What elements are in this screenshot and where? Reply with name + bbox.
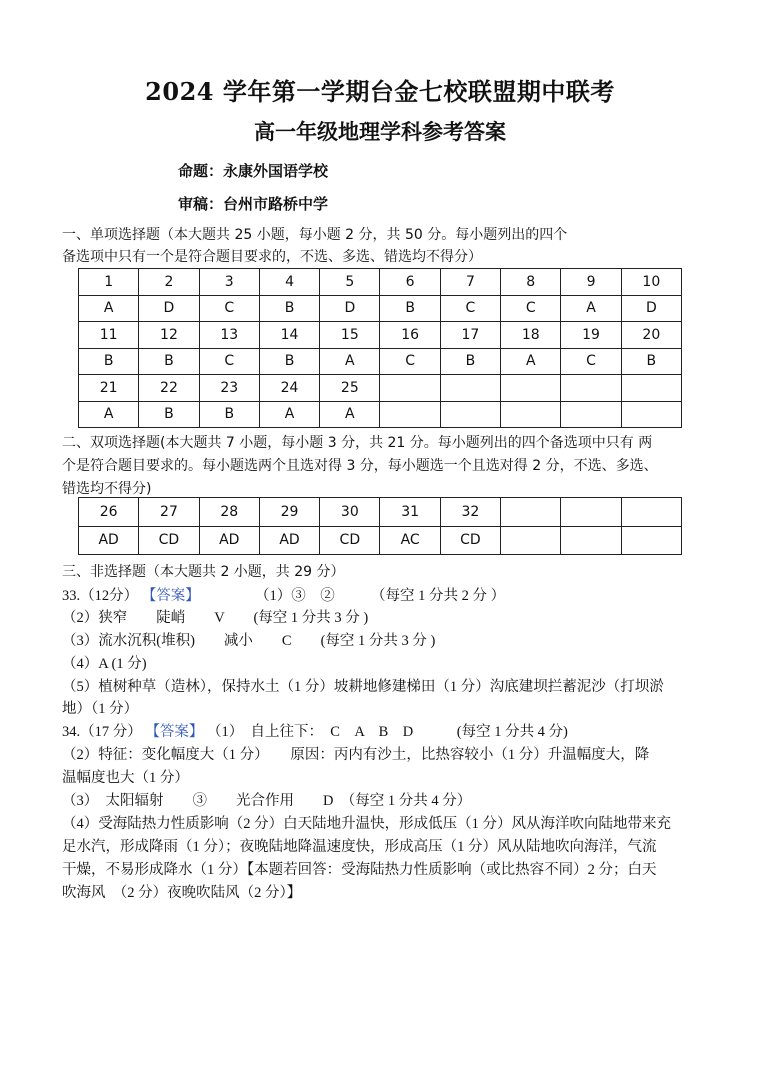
single-choice-question-number-cell: 10 [621,269,681,296]
double-choice-answer-cell: AD [259,526,319,555]
q33-answer-5-line1: （5）植树种草（造林），保持水土（1 分）坡耕地修建梯田（1 分）沟底建坝拦蓄泥沙（打坝淤 [62,679,664,695]
single-choice-question-number-cell: 25 [320,375,380,402]
single-choice-question-number-cell: 17 [440,322,500,349]
single-choice-answer-cell: A [561,295,621,322]
double-choice-answer-cell: CD [440,526,500,555]
double-choice-question-number-cell: 28 [199,498,259,527]
double-choice-question-number-cell: 27 [139,498,199,527]
double-choice-answer-table [78,497,682,555]
single-choice-question-number-cell: 18 [501,322,561,349]
q34-answer-4-line4: 吹海风 （2 分）夜晚吹陆风（2 分）】 [62,885,302,901]
reviewer-line: 审稿：台州市路桥中学 [178,195,329,213]
q34-answer-2-line1: （2）特征：变化幅度大（1 分） 原因：丙内有沙土，比热容较小（1 分）升温幅度大，降 [62,747,650,763]
q34-prefix: 34.（17 分） [62,724,142,740]
single-choice-answer-cell: C [501,295,561,322]
single-choice-answer-cell: D [320,295,380,322]
single-choice-row [79,269,682,296]
single-choice-question-number-cell: 11 [79,322,139,349]
single-choice-answer-cell: A [320,348,380,375]
double-choice-row [79,526,682,555]
single-choice-answer-cell [501,401,561,428]
double-choice-question-number-cell: 31 [380,498,440,527]
q34-answer-4-line1: （4）受海陆热力性质影响（2 分）白天陆地升温快，形成低压（1 分）风从海洋吹向陆地带来充 [62,816,671,832]
q34-header [62,720,702,741]
double-choice-question-number-cell [501,498,561,527]
single-choice-row [79,348,682,375]
double-choice-answer-cell: AD [79,526,139,555]
q34-answer-4-line2: 足水汽，形成降雨（1 分）；夜晚陆地降温速度快，形成高压（1 分）风从陆地吹向海洋，气流 [62,839,657,855]
q34-answer-tag: 【答案】 [145,724,204,740]
single-choice-answer-cell [440,401,500,428]
section3-heading: 三、非选择题（本大题共 2 小题，共 29 分） [62,564,345,580]
single-choice-question-number-cell [621,375,681,402]
single-choice-row [79,401,682,428]
section1-heading-line2: 备选项中只有一个是符合题目要求的，不选、多选、错选均不得分） [62,249,482,265]
single-choice-answer-cell: B [259,348,319,375]
section1-heading-line1: 一、单项选择题（本大题共 25 小题，每小题 2 分，共 50 分。每小题列出的四个 [62,227,568,243]
q34-answer-4-line3: 干燥，不易形成降水（1 分）【本题若回答：受海陆热力性质影响（或比热容不同）2 分；白天 [62,862,657,878]
single-choice-answer-cell: B [621,348,681,375]
q34-answer-2-line2: 温幅度也大（1 分） [62,770,189,786]
single-choice-question-number-cell: 19 [561,322,621,349]
single-choice-answer-cell: A [259,401,319,428]
single-choice-question-number-cell: 21 [79,375,139,402]
single-choice-question-number-cell: 20 [621,322,681,349]
double-choice-row [79,498,682,527]
q33-answer-5-line2: 地）（1 分） [62,701,139,717]
single-choice-question-number-cell: 6 [380,269,440,296]
single-choice-answer-cell: B [259,295,319,322]
double-choice-question-number-cell: 29 [259,498,319,527]
double-choice-question-number-cell: 30 [320,498,380,527]
double-choice-answer-cell [561,526,621,555]
q33-answer-4: （4）A (1 分) [62,656,147,672]
single-choice-question-number-cell: 14 [259,322,319,349]
single-choice-answer-cell: D [139,295,199,322]
section2-heading-line1: 二、双项选择题(本大题共 7 小题，每小题 3 分，共 21 分。每小题列出的四个备选项中只有 两 [62,435,653,451]
double-choice-answer-cell: AD [199,526,259,555]
single-choice-answer-cell: C [380,348,440,375]
double-choice-answer-cell [501,526,561,555]
single-choice-question-number-cell: 8 [501,269,561,296]
single-choice-question-number-cell: 5 [320,269,380,296]
single-choice-answer-cell: C [561,348,621,375]
single-choice-answer-cell: B [199,401,259,428]
single-choice-question-number-cell [440,375,500,402]
single-choice-question-number-cell: 7 [440,269,500,296]
q34-answer-1: （1） 自上往下： C A B D (每空 1 分共 4 分) [207,724,568,740]
double-choice-answer-cell [621,526,681,555]
q33-answer-1: （1）③ ② （每空 1 分共 2 分 ） [255,588,506,604]
single-choice-answer-cell: A [79,401,139,428]
single-choice-answer-cell: B [79,348,139,375]
single-choice-answer-cell: C [199,348,259,375]
double-choice-question-number-cell: 26 [79,498,139,527]
double-choice-question-number-cell [561,498,621,527]
single-choice-question-number-cell [501,375,561,402]
single-choice-answer-cell: B [139,348,199,375]
double-choice-answer-cell: CD [139,526,199,555]
single-choice-question-number-cell: 1 [79,269,139,296]
single-choice-answer-cell: D [621,295,681,322]
single-choice-question-number-cell: 23 [199,375,259,402]
single-choice-answer-table [78,268,682,428]
q33-prefix: 33.（12分） [62,588,139,604]
single-choice-answer-cell [621,401,681,428]
single-choice-answer-cell: B [440,348,500,375]
single-choice-row [79,375,682,402]
single-choice-question-number-cell: 9 [561,269,621,296]
single-choice-question-number-cell: 3 [199,269,259,296]
single-choice-question-number-cell: 16 [380,322,440,349]
q33-answer-3: （3）流水沉积(堆积) 减小 C (每空 1 分共 3 分 ) [62,633,436,649]
single-choice-answer-cell: B [380,295,440,322]
single-choice-answer-cell: C [440,295,500,322]
single-choice-answer-cell: B [139,401,199,428]
double-choice-question-number-cell: 32 [440,498,500,527]
document-title: 2024 学年第一学期台金七校联盟期中联考 [145,77,615,106]
double-choice-answer-cell: AC [380,526,440,555]
single-choice-question-number-cell: 22 [139,375,199,402]
single-choice-question-number-cell [561,375,621,402]
single-choice-question-number-cell: 15 [320,322,380,349]
document-subtitle: 高一年级地理学科参考答案 [254,119,506,144]
single-choice-question-number-cell: 12 [139,322,199,349]
single-choice-row [79,295,682,322]
single-choice-question-number-cell [380,375,440,402]
single-choice-row [79,322,682,349]
single-choice-answer-cell: C [199,295,259,322]
double-choice-question-number-cell [621,498,681,527]
single-choice-question-number-cell: 13 [199,322,259,349]
single-choice-answer-cell [380,401,440,428]
single-choice-question-number-cell: 2 [139,269,199,296]
single-choice-question-number-cell: 24 [259,375,319,402]
q33-answer-2: （2）狭窄 陡峭 V (每空 1 分共 3 分 ) [62,610,369,626]
double-choice-answer-cell: CD [320,526,380,555]
section2-heading-line2: 个是符合题目要求的。每小题选两个且选对得 3 分，每小题选一个且选对得 2 分，不选、多选、 [62,458,658,474]
q33-answer-tag: 【答案】 [141,588,200,604]
section2-heading-line3: 错选均不得分) [62,481,152,497]
q34-answer-3: （3） 太阳辐射 ③ 光合作用 D （每空 1 分共 4 分） [62,793,472,809]
single-choice-answer-cell: A [501,348,561,375]
single-choice-answer-cell: A [320,401,380,428]
single-choice-question-number-cell: 4 [259,269,319,296]
single-choice-answer-cell [561,401,621,428]
single-choice-answer-cell: A [79,295,139,322]
proposer-line: 命题：永康外国语学校 [178,162,329,180]
